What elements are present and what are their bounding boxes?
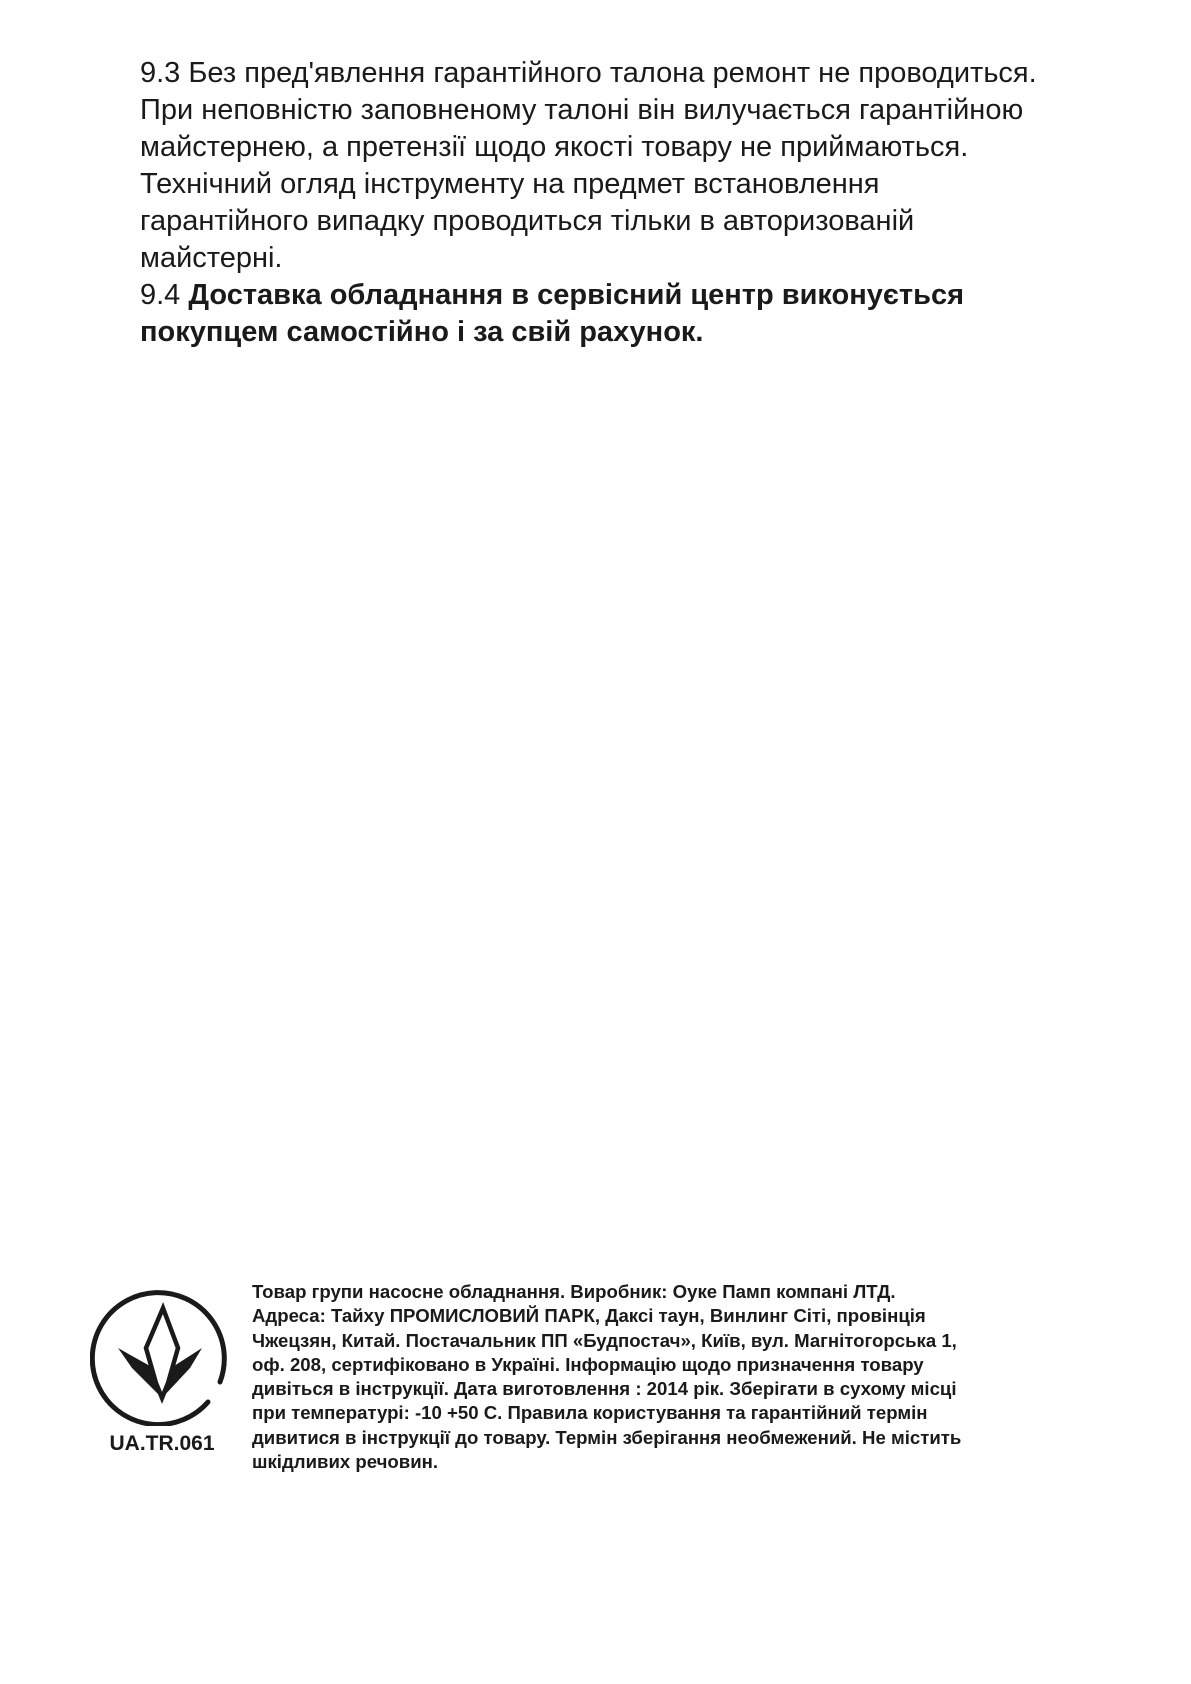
section-9-4 <box>140 277 1150 351</box>
footer-line-3: Чжецзян, Китай. Постачальник ПП «Будпостач», Київ, вул. Магнітогорська 1, <box>252 1329 957 1351</box>
section-9-3-line-1: 9.3 Без пред'явлення гарантійного талона ремонт не проводиться. <box>140 57 1037 89</box>
section-9-3 <box>140 55 1150 277</box>
footer-line-6: при температурі: -10 +50 С. Правила користування та гарантійний термін <box>252 1402 928 1424</box>
section-9-4-line-2: покупцем самостійно і за свій рахунок. <box>140 316 704 348</box>
ukrainian-conformity-mark-icon <box>90 1286 230 1455</box>
manufacturer-info <box>252 1280 1122 1474</box>
section-9-3-line-6: майстерні. <box>140 242 283 274</box>
section-9-4-number: 9.4 <box>140 279 189 311</box>
section-9-3-line-4: Технічний огляд інструменту на предмет встановлення <box>140 168 880 200</box>
product-info-footer <box>90 1280 1110 1500</box>
certification-code: UA.TR.061 <box>109 1432 215 1455</box>
footer-line-5: дивіться в інструкції. Дата виготовлення : 2014 рік. Зберігати в сухому місці <box>252 1378 957 1400</box>
footer-line-8: шкідливих речовин. <box>252 1451 439 1473</box>
footer-line-1: Товар групи насосне обладнання. Виробник: Оуке Памп компані ЛТД. <box>252 1281 896 1302</box>
section-9-3-line-5: гарантійного випадку проводиться тільки в авторизованій <box>140 205 915 237</box>
warranty-terms <box>140 55 1150 351</box>
section-9-4-line-1: Доставка обладнання в сервісний центр виконується <box>188 279 965 311</box>
section-9-3-line-3: майстернею, а претензії щодо якості товару не приймаються. <box>140 131 969 163</box>
footer-line-2: Адреса: Тайху ПРОМИСЛОВИЙ ПАРК, Даксі таун, Винлинг Сіті, провінція <box>252 1305 926 1327</box>
footer-line-7: дивитися в інструкції до товару. Термін зберігання необмежений. Не містить <box>252 1426 962 1448</box>
section-9-3-line-2: При неповністю заповненому талоні він вилучається гарантійною <box>140 94 1024 126</box>
footer-line-4: оф. 208, сертифіковано в Україні. Інформацію щодо призначення товару <box>252 1353 924 1375</box>
